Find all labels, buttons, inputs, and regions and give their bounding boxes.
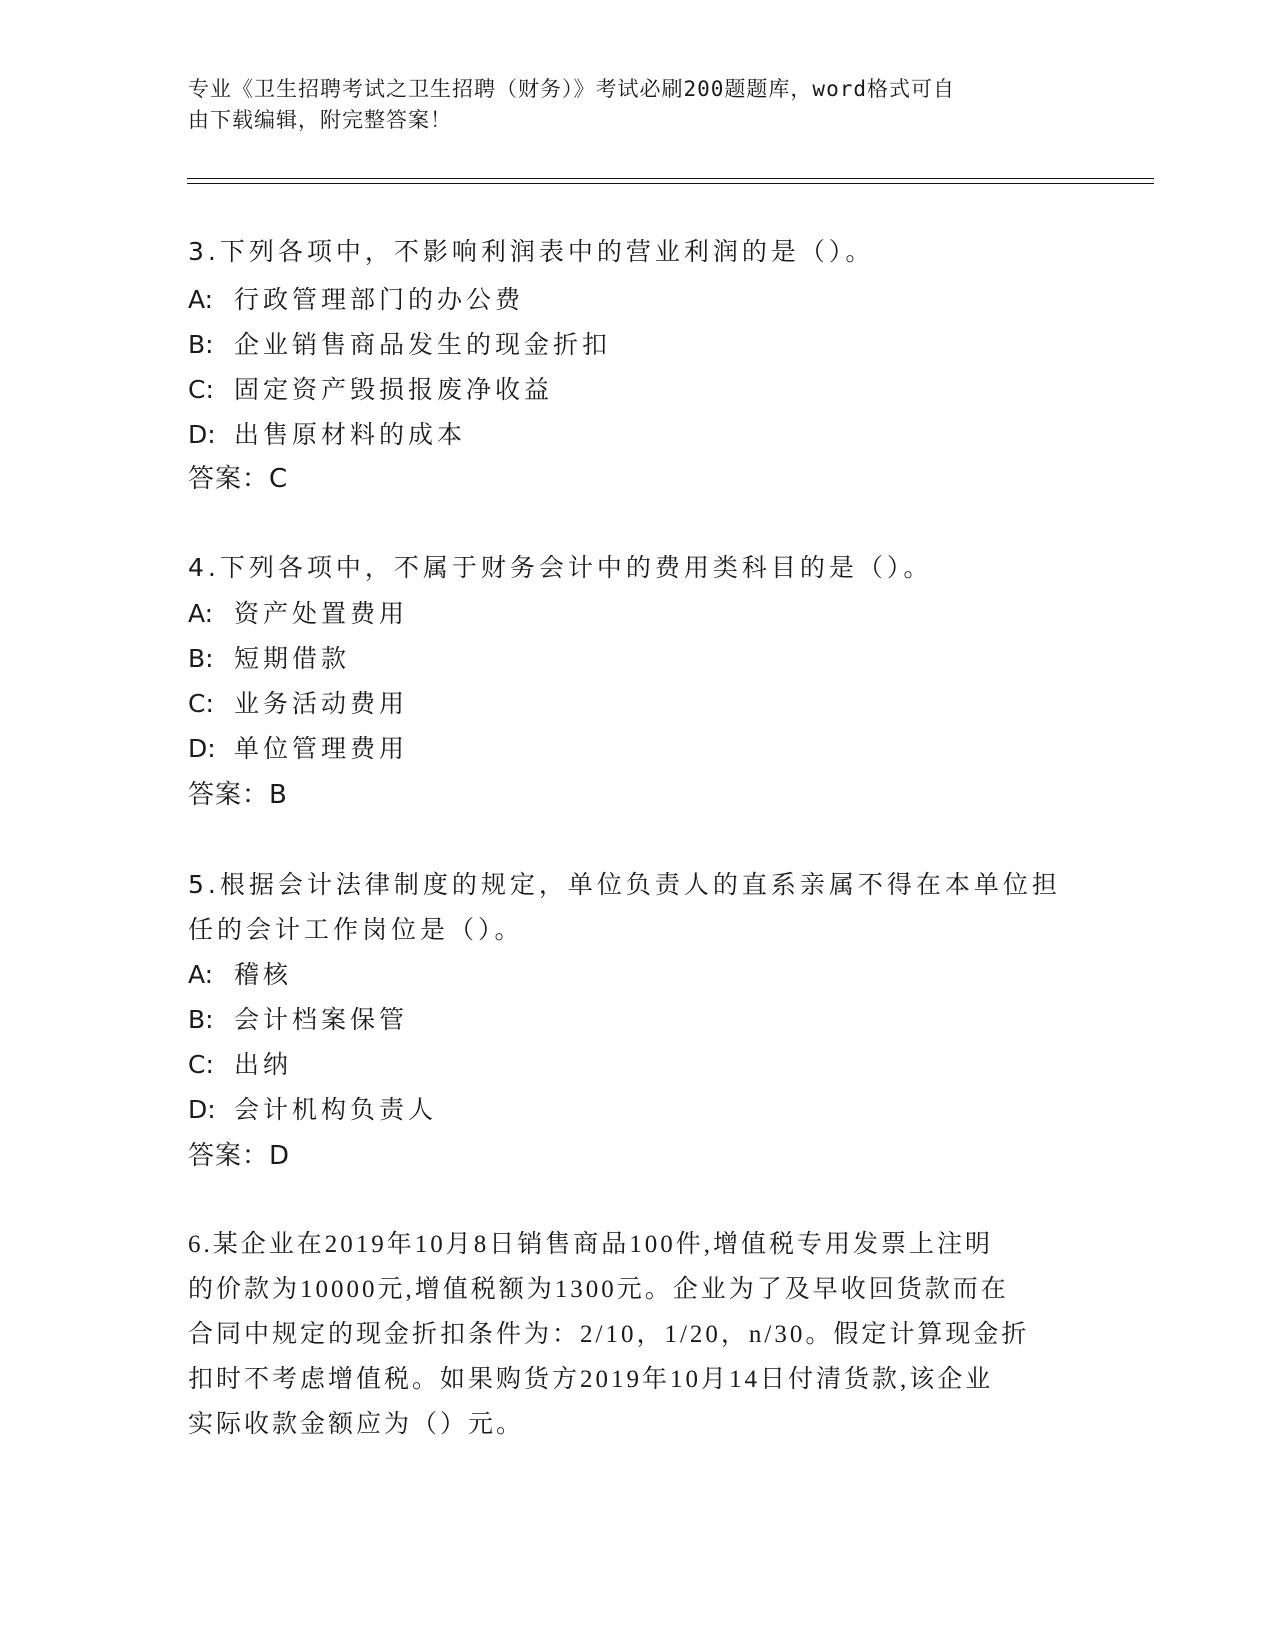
option-text: 稽核 — [234, 960, 293, 989]
option-key: A: — [188, 960, 214, 989]
question-4-option-d — [188, 733, 408, 765]
option-key: D: — [188, 1095, 216, 1124]
header-line-2: 由下载编辑，附完整答案！ — [188, 108, 452, 132]
option-text: 资产处置费用 — [234, 599, 409, 628]
question-5-stem-line-2: 任的会计工作岗位是（）。 — [188, 915, 524, 944]
question-4-option-c — [188, 688, 408, 720]
question-3-option-a — [188, 284, 524, 316]
question-5-option-b — [188, 1004, 408, 1036]
option-key: D: — [188, 420, 216, 449]
option-text: 行政管理部门的办公费 — [234, 285, 525, 314]
question-5-stem-line-1: 5.根据会计法律制度的规定，单位负责人的直系亲属不得在本单位担 — [188, 870, 1061, 899]
option-text: 会计档案保管 — [234, 1005, 409, 1034]
question-5-option-d — [188, 1094, 437, 1126]
option-key: B: — [188, 330, 214, 359]
option-text: 短期借款 — [234, 644, 351, 673]
question-6-stem-line-4: 扣时不考虑增值税。如果购货方2019年10月14日付清货款,该企业 — [188, 1366, 994, 1393]
question-4-answer: 答案：B — [188, 780, 288, 810]
question-6-stem-line-5: 实际收款金额应为（）元。 — [188, 1411, 525, 1438]
option-key: B: — [188, 1005, 214, 1034]
option-key: D: — [188, 734, 216, 763]
option-text: 业务活动费用 — [234, 689, 409, 718]
question-5-answer: 答案：D — [188, 1141, 291, 1171]
header-divider-top — [187, 178, 1154, 179]
question-5-option-c — [188, 1049, 292, 1081]
question-4-option-a — [188, 598, 408, 630]
option-key: B: — [188, 644, 214, 673]
question-3-answer: 答案：C — [188, 464, 289, 494]
option-key: C: — [188, 689, 214, 718]
question-6-stem-line-1: 6.某企业在2019年10月8日销售商品100件,增值税专用发票上注明 — [188, 1231, 994, 1258]
header-line-1: 专业《卫生招聘考试之卫生招聘（财务）》考试必刷200题题库，word格式可自 — [188, 77, 955, 101]
option-key: C: — [188, 375, 214, 404]
question-3-option-c — [188, 374, 553, 406]
question-6-stem-line-3: 合同中规定的现金折扣条件为：2/10，1/20，n/30。假定计算现金折 — [188, 1321, 1030, 1348]
option-key: C: — [188, 1050, 214, 1079]
question-4-stem: 4.下列各项中，不属于财务会计中的费用类科目的是（）。 — [188, 553, 933, 582]
question-4-option-b — [188, 643, 350, 675]
option-text: 出售原材料的成本 — [234, 420, 467, 449]
option-key: A: — [188, 599, 214, 628]
option-key: A: — [188, 285, 214, 314]
question-3-stem: 3.下列各项中，不影响利润表中的营业利润的是（）。 — [188, 237, 875, 266]
option-text: 单位管理费用 — [234, 734, 409, 763]
question-5-option-a — [188, 959, 292, 991]
option-text: 固定资产毁损报废净收益 — [234, 375, 554, 404]
question-3-option-d — [188, 419, 466, 451]
document-header — [188, 74, 1068, 136]
option-text: 企业销售商品发生的现金折扣 — [234, 330, 612, 359]
option-text: 会计机构负责人 — [234, 1095, 438, 1124]
question-3-option-b — [188, 329, 611, 361]
header-divider-bottom — [187, 183, 1154, 184]
option-text: 出纳 — [234, 1050, 293, 1079]
question-6-stem-line-2: 的价款为10000元,增值税额为1300元。企业为了及早收回货款而在 — [188, 1276, 1009, 1303]
